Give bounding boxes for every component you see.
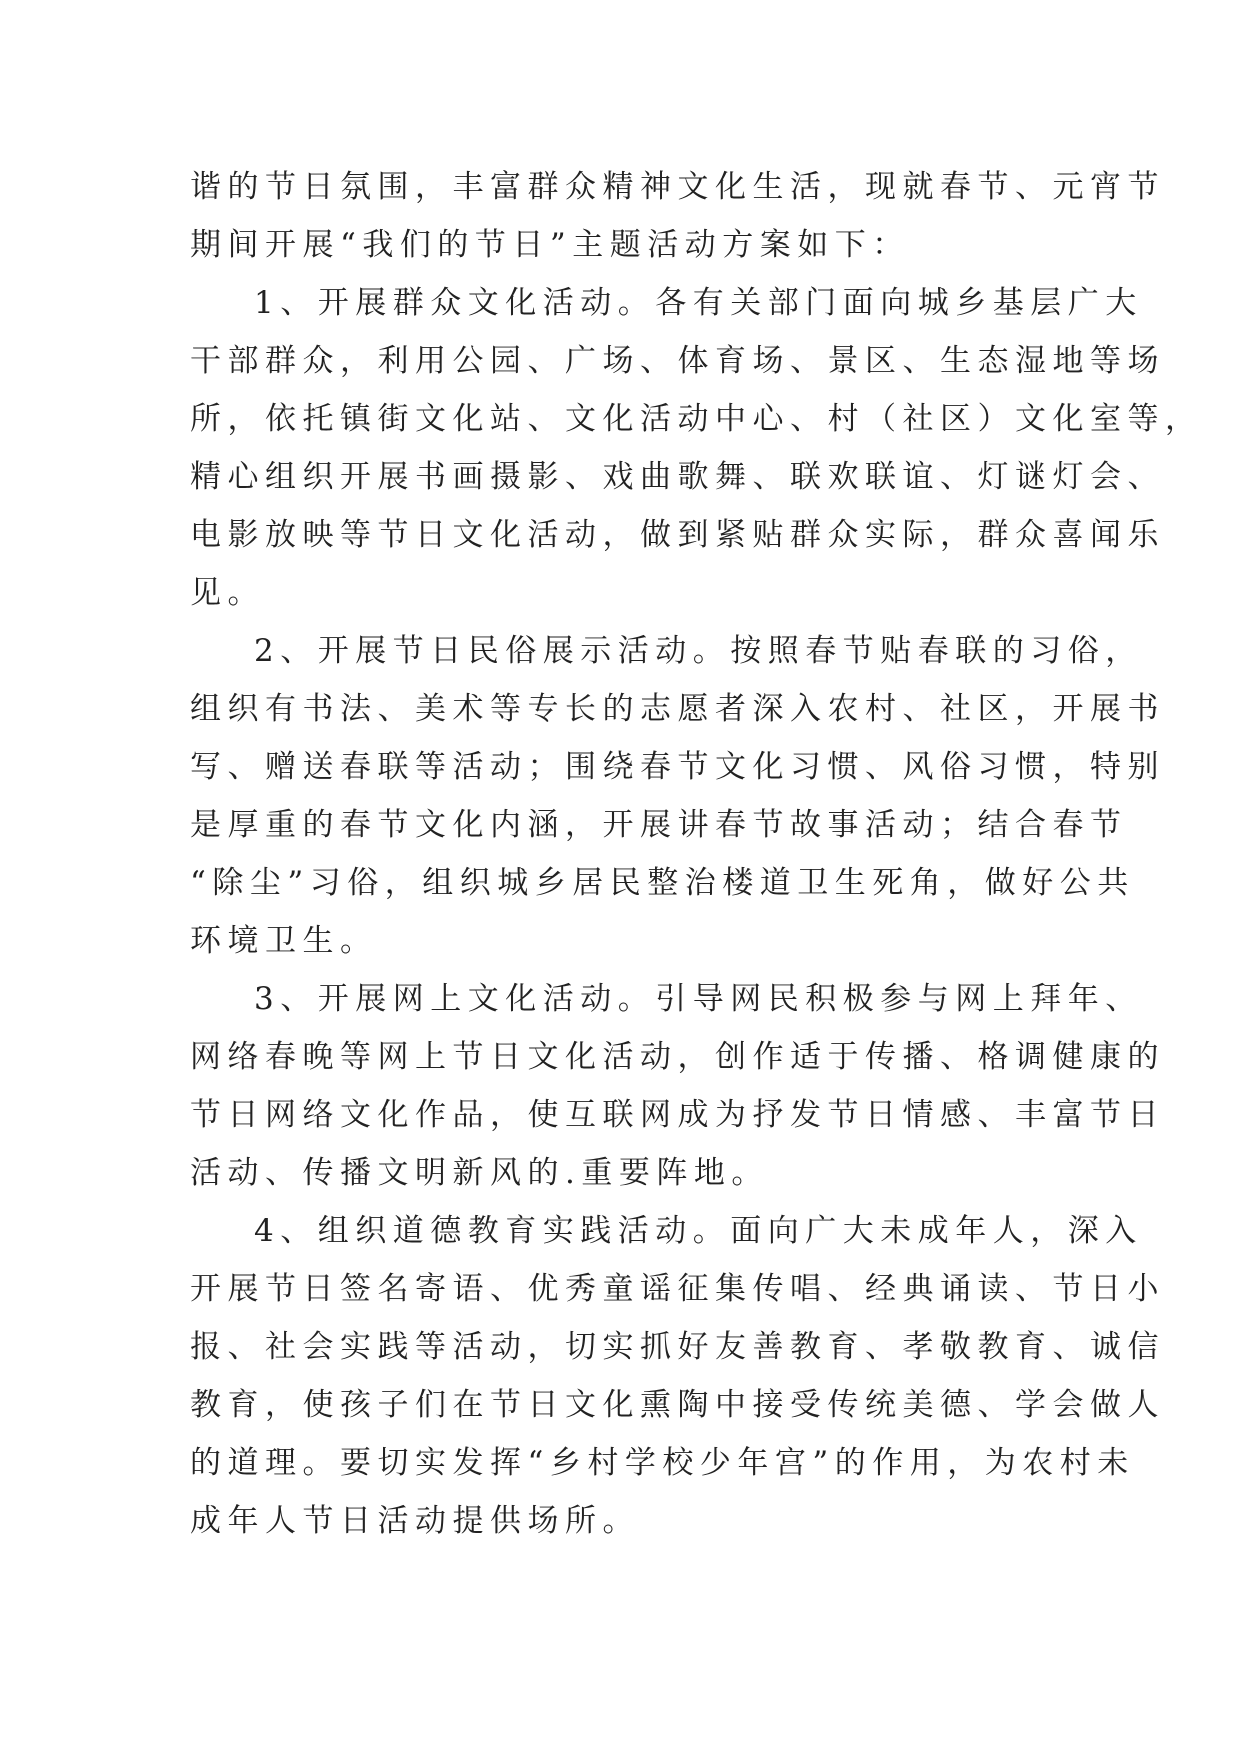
text-line: 精心组织开展书画摄影、戏曲歌舞、联欢联谊、灯谜灯会、: [190, 459, 1165, 495]
text-line: 网络春晚等网上节日文化活动，创作适于传播、格调健康的: [190, 1039, 1165, 1075]
text-line: 报、社会实践等活动，切实抓好友善教育、孝敬教育、诚信: [190, 1329, 1165, 1365]
text-line: 电影放映等节日文化活动，做到紧贴群众实际，群众喜闻乐: [190, 517, 1165, 553]
text-line: 组织有书法、美术等专长的志愿者深入农村、社区，开展书: [190, 691, 1165, 727]
text-line: 所，依托镇街文化站、文化活动中心、村（社区）文化室等，: [190, 401, 1203, 437]
text-line: 节日网络文化作品，使互联网成为抒发节日情感、丰富节日: [190, 1097, 1165, 1133]
text-line: 的道理。要切实发挥“乡村学校少年宫”的作用，为农村未: [190, 1445, 1135, 1481]
text-line: 成年人节日活动提供场所。: [190, 1503, 640, 1539]
section-heading-line: 1、开展群众文化活动。各有关部门面向城乡基层广大: [254, 285, 1143, 321]
text-line: 谐的节日氛围，丰富群众精神文化生活，现就春节、元宵节: [190, 169, 1165, 205]
text-line: 开展节日签名寄语、优秀童谣征集传唱、经典诵读、节日小: [190, 1271, 1165, 1307]
text-line: “除尘”习俗，组织城乡居民整治楼道卫生死角，做好公共: [190, 865, 1135, 901]
text-line: 环境卫生。: [190, 923, 378, 959]
text-line: 期间开展“我们的节日”主题活动方案如下：: [190, 227, 910, 263]
text-line: 见。: [190, 575, 265, 611]
text-line: 干部群众，利用公园、广场、体育场、景区、生态湿地等场: [190, 343, 1165, 379]
section-heading-line: 4、组织道德教育实践活动。面向广大未成年人，深入: [254, 1213, 1143, 1249]
text-line: 写、赠送春联等活动；围绕春节文化习惯、风俗习惯，特别: [190, 749, 1165, 785]
section-heading-line: 2、开展节日民俗展示活动。按照春节贴春联的习俗，: [254, 633, 1143, 669]
text-line: 活动、传播文明新风的.重要阵地。: [190, 1155, 769, 1191]
text-line: 教育，使孩子们在节日文化熏陶中接受传统美德、学会做人: [190, 1387, 1165, 1423]
text-line: 是厚重的春节文化内涵，开展讲春节故事活动；结合春节: [190, 807, 1128, 843]
section-heading-line: 3、开展网上文化活动。引导网民积极参与网上拜年、: [254, 981, 1143, 1017]
document-body: [190, 158, 1203, 1550]
